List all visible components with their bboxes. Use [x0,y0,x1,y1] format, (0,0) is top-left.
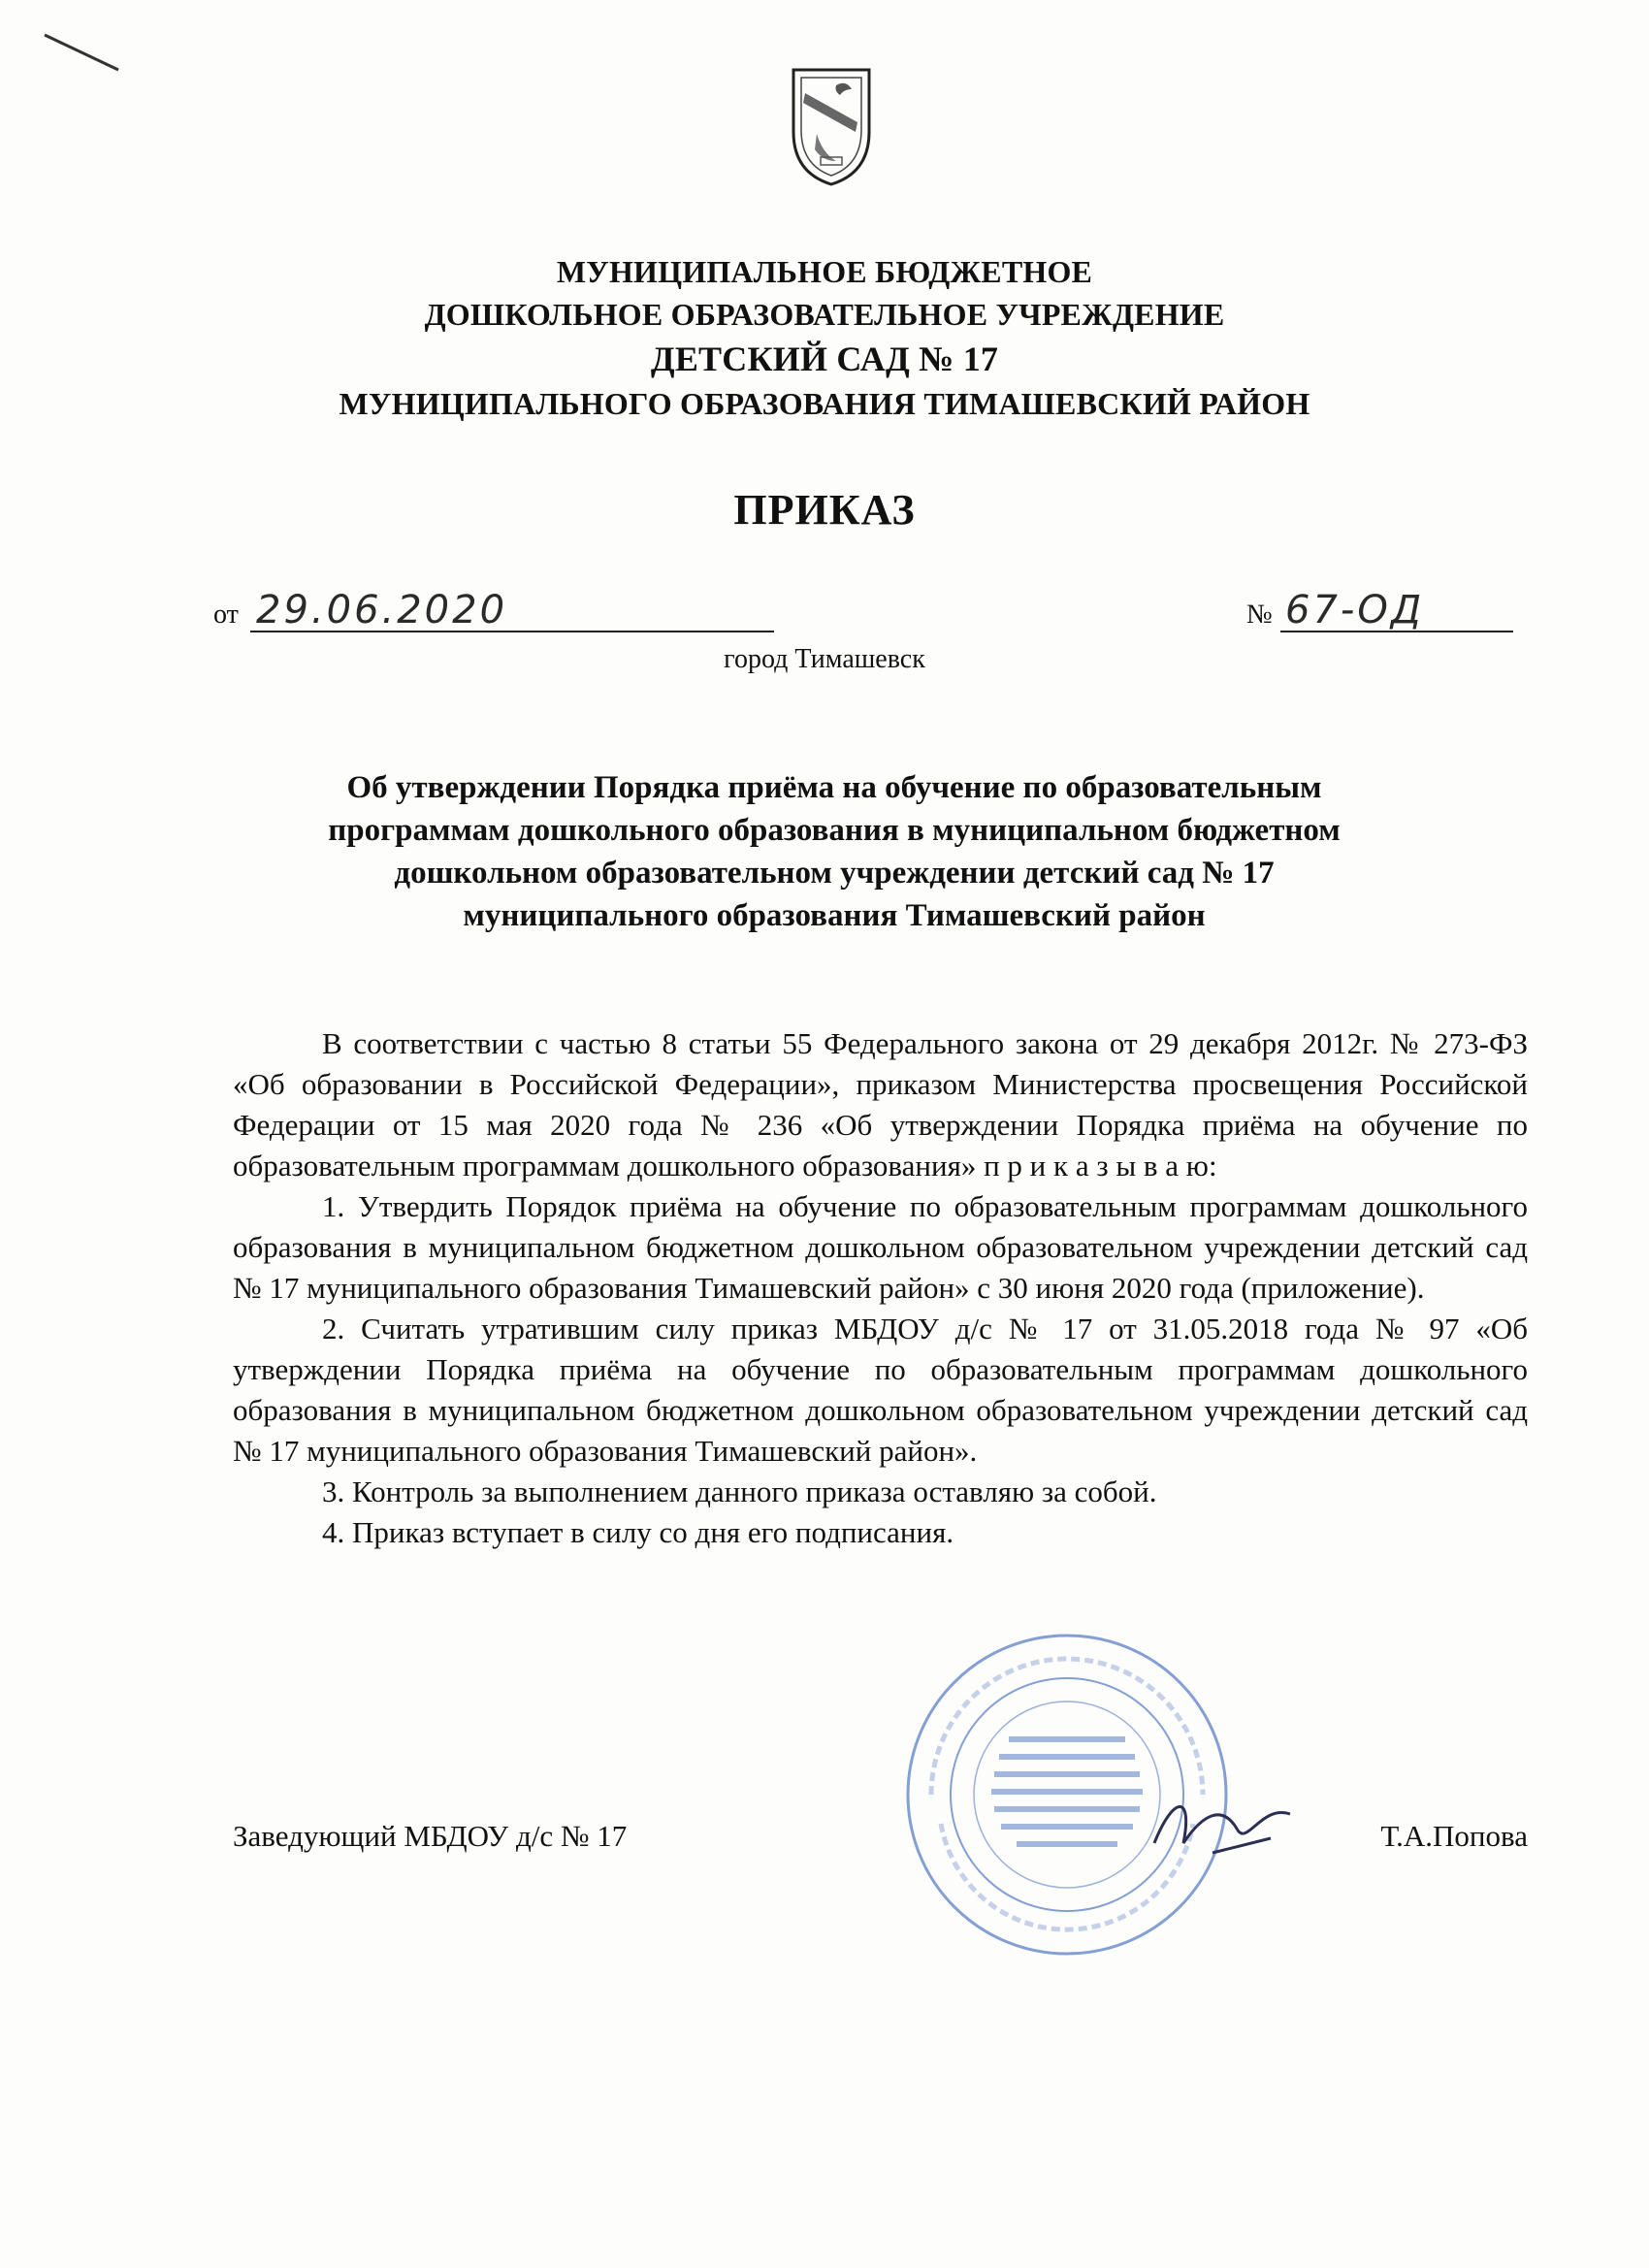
scan-scratch-mark [43,31,120,74]
signatory-role: Заведующий МБДОУ д/с № 17 [233,1819,628,1853]
order-item-3: 3. Контроль за выполнением данного приказа оставляю за собой. [322,1474,1157,1508]
handwritten-date: 29.06.2020 [256,588,508,632]
date-prefix: от [213,599,239,630]
title-line: дошкольном образовательном учреждении детский сад № 17 [394,856,1275,891]
title-line: муниципального образования Тимашевский район [463,898,1206,933]
title-line: программам дошкольного образования в муниципальном бюджетном [328,813,1341,848]
date-number-row [213,582,1513,640]
order-title [233,766,1436,937]
header-line-2: ДОШКОЛЬНОЕ ОБРАЗОВАТЕЛЬНОЕ УЧРЕЖДЕНИЕ [424,297,1225,332]
number-prefix: № [1246,599,1273,630]
intro-paragraph: В соответствии с частью 8 статьи 55 Федерального закона от 29 декабря 2012г. № 273-ФЗ «Об образовании в Российской Федерации», приказом Министерства просвещения Российской Федерации от 15 мая 2020 года № 236 «Об утверждении Порядка приёма на обучение по образовательным программам дошкольного образования» п р и к а з ы в а ю: [233,1026,1528,1183]
coat-of-arms-icon [788,64,875,188]
order-body [233,1023,1528,1553]
city-line: город Тимашевск [724,644,925,674]
title-line: Об утверждении Порядка приёма на обучение по образовательным [346,770,1322,805]
signatory-name: Т.А.Попова [1380,1819,1528,1853]
header-line-1: МУНИЦИПАЛЬНОЕ БЮДЖЕТНОЕ [556,254,1093,289]
organization-header [0,250,1649,425]
document-type-title: ПРИКАЗ [733,486,916,534]
header-line-4: МУНИЦИПАЛЬНОГО ОБРАЗОВАНИЯ ТИМАШЕВСКИЙ РАЙОН [339,386,1310,421]
handwritten-number: 67-ОД [1285,588,1425,632]
order-item-4: 4. Приказ вступает в силу со дня его подписания. [322,1515,954,1549]
order-item-2: 2. Считать утратившим силу приказ МБДОУ д/с № 17 от 31.05.2018 года № 97 «Об утверждении Порядка приёма на обучение по образовательным программам дошкольного образования в муниципальном бюджетном дошкольном образовательном учреждении детский сад № 17 муниципального образования Тимашевский район». [233,1312,1528,1468]
handwritten-signature [1145,1785,1300,1872]
header-line-3: ДЕТСКИЙ САД № 17 [650,340,999,378]
order-item-1: 1. Утвердить Порядок приёма на обучение по образовательным программам дошкольного образования в муниципальном бюджетном дошкольном образовательном учреждении детский сад № 17 муниципального образования Тимашевский район» с 30 июня 2020 года (приложение). [233,1189,1528,1305]
